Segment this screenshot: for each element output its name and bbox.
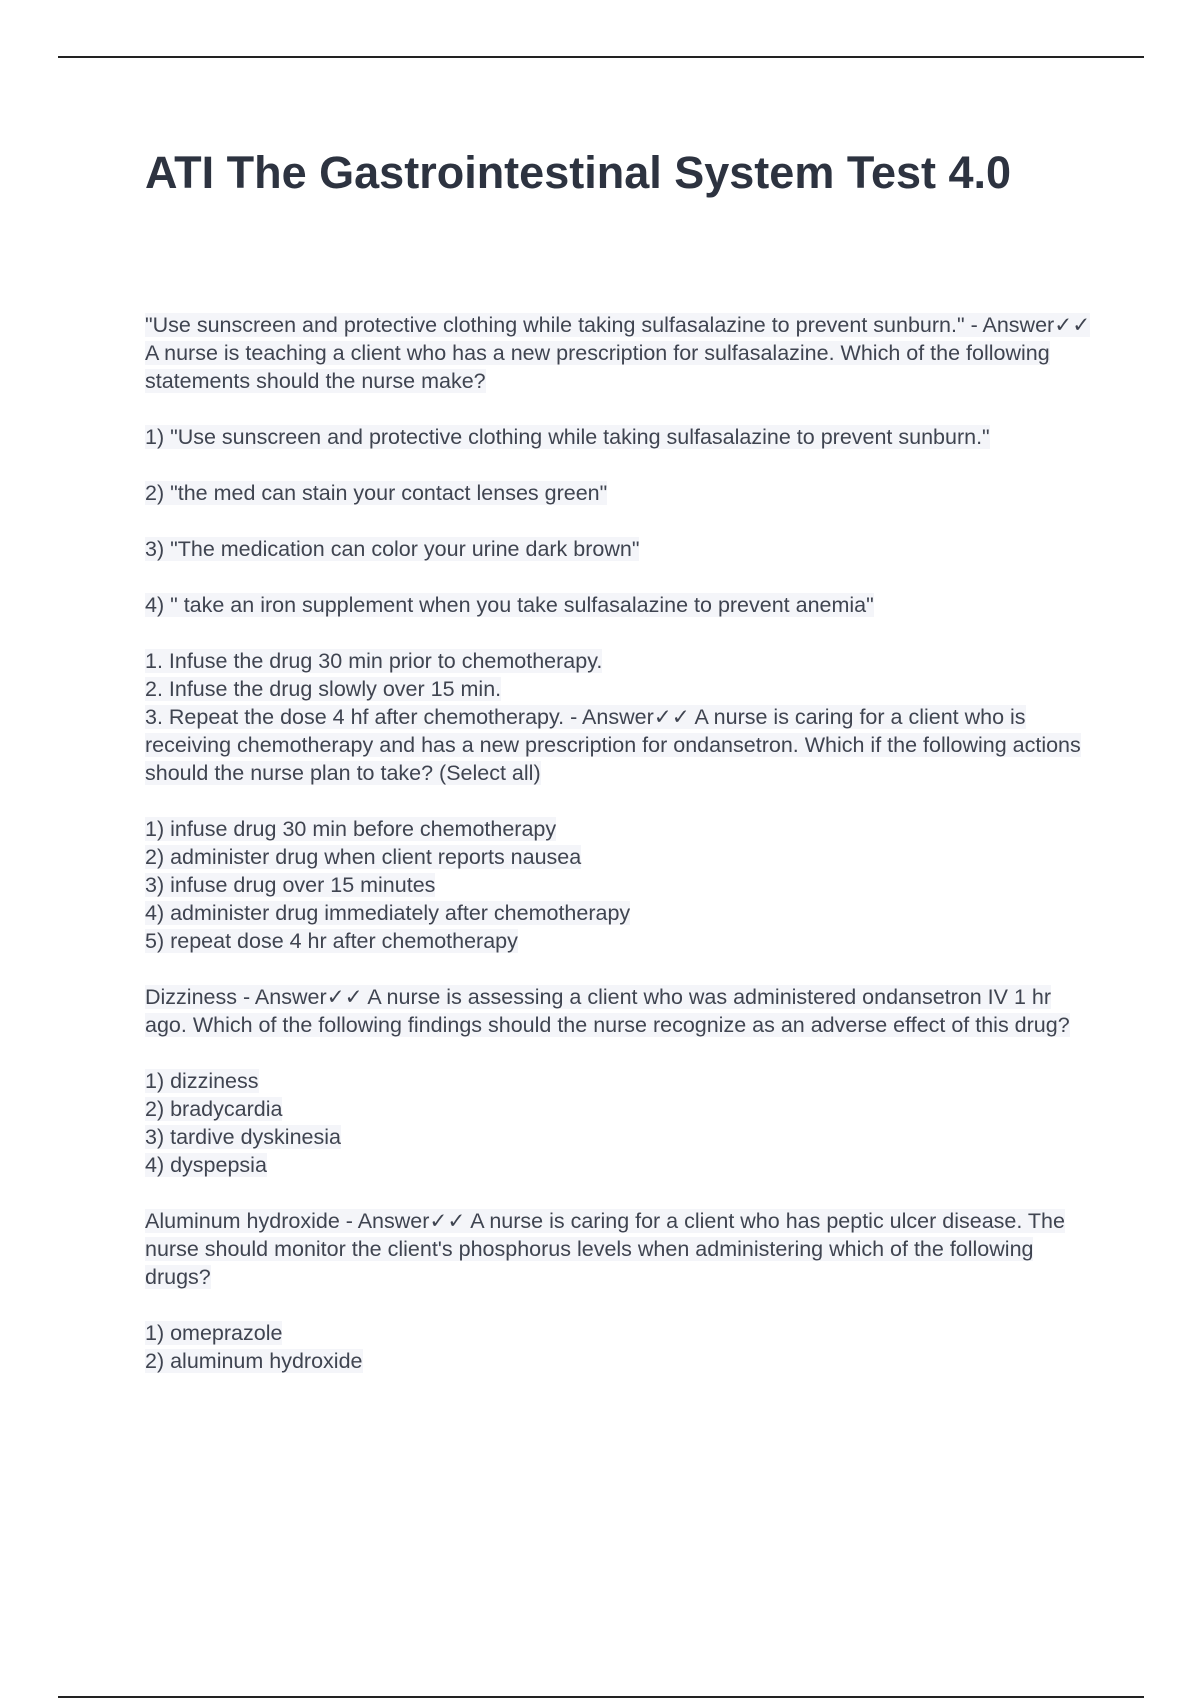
qa-line: 1. Infuse the drug 30 min prior to chemotherapy. bbox=[145, 649, 603, 673]
document-body bbox=[145, 311, 1095, 1375]
qa-option: 1) infuse drug 30 min before chemotherapy bbox=[145, 817, 557, 841]
qa-option: 2) "the med can stain your contact lenses green" bbox=[145, 481, 608, 505]
qa-option: 2) administer drug when client reports nausea bbox=[145, 845, 582, 869]
qa-option: 3) "The medication can color your urine dark brown" bbox=[145, 537, 640, 561]
qa-option: 1) "Use sunscreen and protective clothing while taking sulfasalazine to prevent sunburn." bbox=[145, 425, 990, 449]
qa-text: Aluminum hydroxide - Answer✓✓ A nurse is caring for a client who has peptic ulcer disease. The nurse should monitor the client's phosphorus levels when administering which of the following drugs? bbox=[145, 1209, 1065, 1289]
top-rule bbox=[58, 56, 1144, 58]
bottom-rule bbox=[58, 1696, 1144, 1698]
qa-option: 4) administer drug immediately after chemotherapy bbox=[145, 901, 631, 925]
qa-line: 2. Infuse the drug slowly over 15 min. bbox=[145, 677, 502, 701]
qa-option: 3) tardive dyskinesia bbox=[145, 1125, 341, 1149]
qa-option: 2) aluminum hydroxide bbox=[145, 1349, 363, 1373]
document-title: ATI The Gastrointestinal System Test 4.0 bbox=[145, 147, 1012, 198]
qa-option: 1) omeprazole bbox=[145, 1321, 283, 1345]
qa-text: 3. Repeat the dose 4 hf after chemotherapy. - Answer✓✓ A nurse is caring for a client who is receiving chemotherapy and has a new prescription for ondansetron. Which if the following actions should the nurse plan to take? (Select all) bbox=[145, 705, 1081, 785]
qa-text: "Use sunscreen and protective clothing while taking sulfasalazine to prevent sunburn." - Answer✓✓ A nurse is teaching a client who has a new prescription for sulfasalazine. Which of the following statements should the nurse make? bbox=[145, 313, 1091, 393]
qa-option: 3) infuse drug over 15 minutes bbox=[145, 873, 436, 897]
qa-option: 1) dizziness bbox=[145, 1069, 259, 1093]
qa-option: 4) dyspepsia bbox=[145, 1153, 267, 1177]
qa-option: 2) bradycardia bbox=[145, 1097, 283, 1121]
qa-option: 4) " take an iron supplement when you take sulfasalazine to prevent anemia" bbox=[145, 593, 874, 617]
qa-text: Dizziness - Answer✓✓ A nurse is assessing a client who was administered ondansetron IV 1 hr ago. Which of the following findings should the nurse recognize as an adverse effect of this drug? bbox=[145, 985, 1070, 1037]
qa-option: 5) repeat dose 4 hr after chemotherapy bbox=[145, 929, 518, 953]
